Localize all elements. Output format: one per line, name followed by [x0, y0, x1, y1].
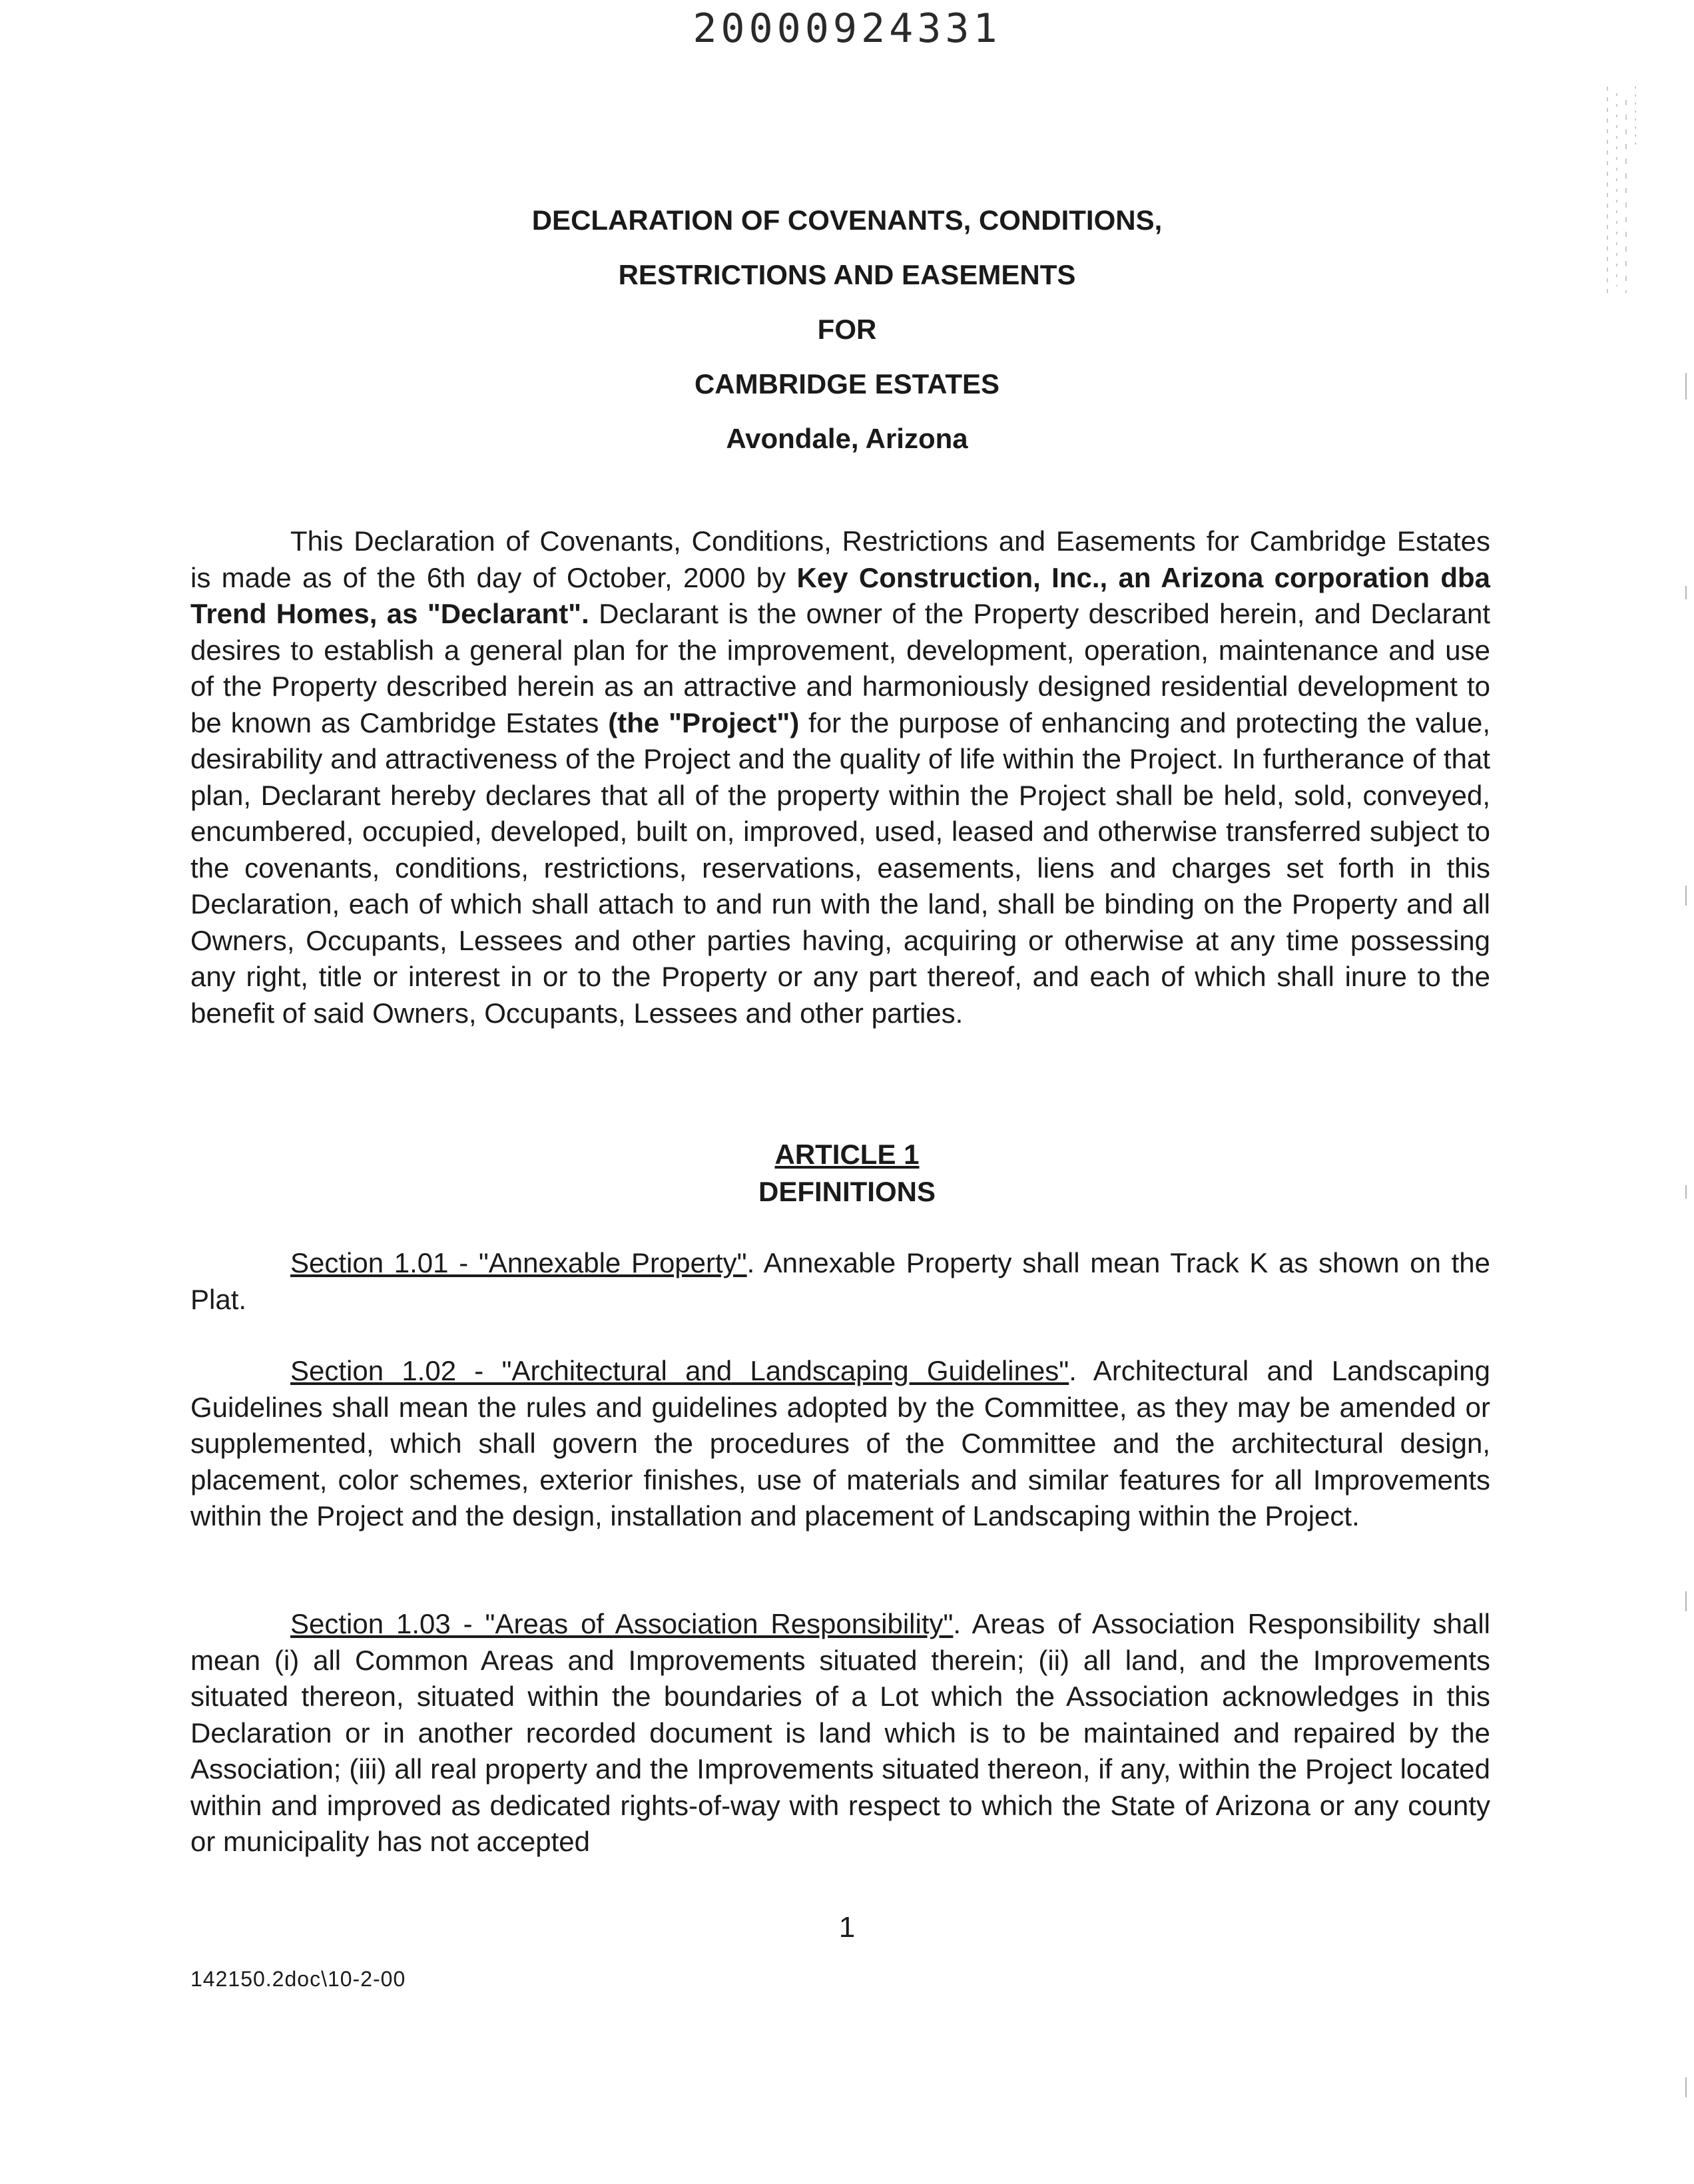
page-number: 1 [838, 1911, 856, 1944]
article-heading [0, 1136, 1694, 1211]
section-1-02: Section 1.02 - "Architectural and Landscaping Guidelines". Architectural and Landscaping Guidelines shall mean the rules and guidelines adopted by the Committee, as they may be amended or supplemented, which shall govern the procedures of the Committee and the architectural design, placement, color schemes, exterior finishes, use of materials and similar features for all Improvements within the Project and the design, installation and placement of Landscaping within the Project. [190, 1355, 1490, 1531]
section-text: Architectural and Landscaping Guidelines shall mean the rules and guidelines adopted by the Committee, as they may be amended or supplemented, which shall govern the procedures of the Committee and the architectural design, placement, color schemes, exterior finishes, use of materials and similar features for all Improvements within the Project and the design, installation and placement of Landscaping within the Project. [190, 1355, 1490, 1531]
section-1-01: Section 1.01 - "Annexable Property". Annexable Property shall mean Track K as shown on the Plat. [190, 1247, 1490, 1315]
title-line-5: Avondale, Arizona [726, 423, 968, 454]
intro-project-bold: (the "Project") [608, 706, 800, 738]
section-heading: Section 1.02 - "Architectural and Landscaping Guidelines" [290, 1355, 1069, 1386]
document-title [0, 193, 1694, 466]
section-heading: Section 1.01 - "Annexable Property" [290, 1247, 747, 1278]
section-1-03: Section 1.03 - "Areas of Association Responsibility". Areas of Association Responsibility shall mean (i) all Common Areas and Improvements situated therein; (ii) all land, and the Improvements situated thereon, situated within the boundaries of a Lot which the Association acknowledges in this Declaration or in another recorded document is land which is to be maintained and repaired by the Association; (iii) all real property and the Improvements situated thereon, if any, within the Project located within and improved as dedicated rights-of-way with respect to which the State of Arizona or any county or municipality has not accepted [190, 1608, 1490, 1857]
section-text: Annexable Property shall mean Track K as shown on the Plat. [190, 1247, 1490, 1315]
article-number: ARTICLE 1 [774, 1139, 920, 1170]
article-title: DEFINITIONS [758, 1176, 936, 1207]
recording-number: 20000924331 [693, 5, 1001, 52]
title-line-2: RESTRICTIONS AND EASEMENTS [618, 259, 1076, 290]
document-code: 142150.2doc\10-2-00 [190, 1967, 406, 1991]
intro-text-3: for the purpose of enhancing and protecting the value, desirability and attractiveness of the Project and the quality of life within the Project. In furtherance of that plan, Declarant hereby declares that all of the property within the Project shall be held, sold, conveyed, encumbered, occupied, developed, built on, improved, used, leased and otherwise transferred subject to the covenants, conditions, restrictions, reservations, easements, liens and charges set forth in this Declaration, each of which shall attach to and run with the land, shall be binding on the Property and all Owners, Occupants, Lessees and other parties having, acquiring or otherwise at any time possessing any right, title or interest in or to the Property or any part thereof, and each of which shall inure to the benefit of said Owners, Occupants, Lessees and other parties. [190, 706, 1490, 1029]
intro-text-2: Declarant is the owner of the Property described herein, and Declarant desires to establish a general plan for the improvement, development, operation, maintenance and use of the Property described herein as an attractive and harmoniously designed residential development to be known as Cambridge Estates [190, 598, 1490, 738]
intro-text-1: This Declaration of Covenants, Conditions, Restrictions and Easements for Cambridge Estates is made as of the 6th day of October, 2000 by [190, 525, 1490, 593]
intro-declarant-bold: Key Construction, Inc., an Arizona corporation dba Trend Homes, as "Declarant". [190, 561, 1490, 629]
section-text: Areas of Association Responsibility shall mean (i) all Common Areas and Improvements situated therein; (ii) all land, and the Improvements situated thereon, situated within the boundaries of a Lot which the Association acknowledges in this Declaration or in another recorded document is land which is to be maintained and repaired by the Association; (iii) all real property and the Improvements situated thereon, if any, within the Project located within and improved as dedicated rights-of-way with respect to which the State of Arizona or any county or municipality has not accepted [190, 1608, 1490, 1857]
title-line-4: CAMBRIDGE ESTATES [694, 368, 1000, 400]
title-line-3: FOR [817, 314, 877, 345]
intro-paragraph [190, 523, 1490, 1031]
title-line-1: DECLARATION OF COVENANTS, CONDITIONS, [531, 204, 1163, 236]
section-heading: Section 1.03 - "Areas of Association Responsibility" [290, 1608, 954, 1639]
